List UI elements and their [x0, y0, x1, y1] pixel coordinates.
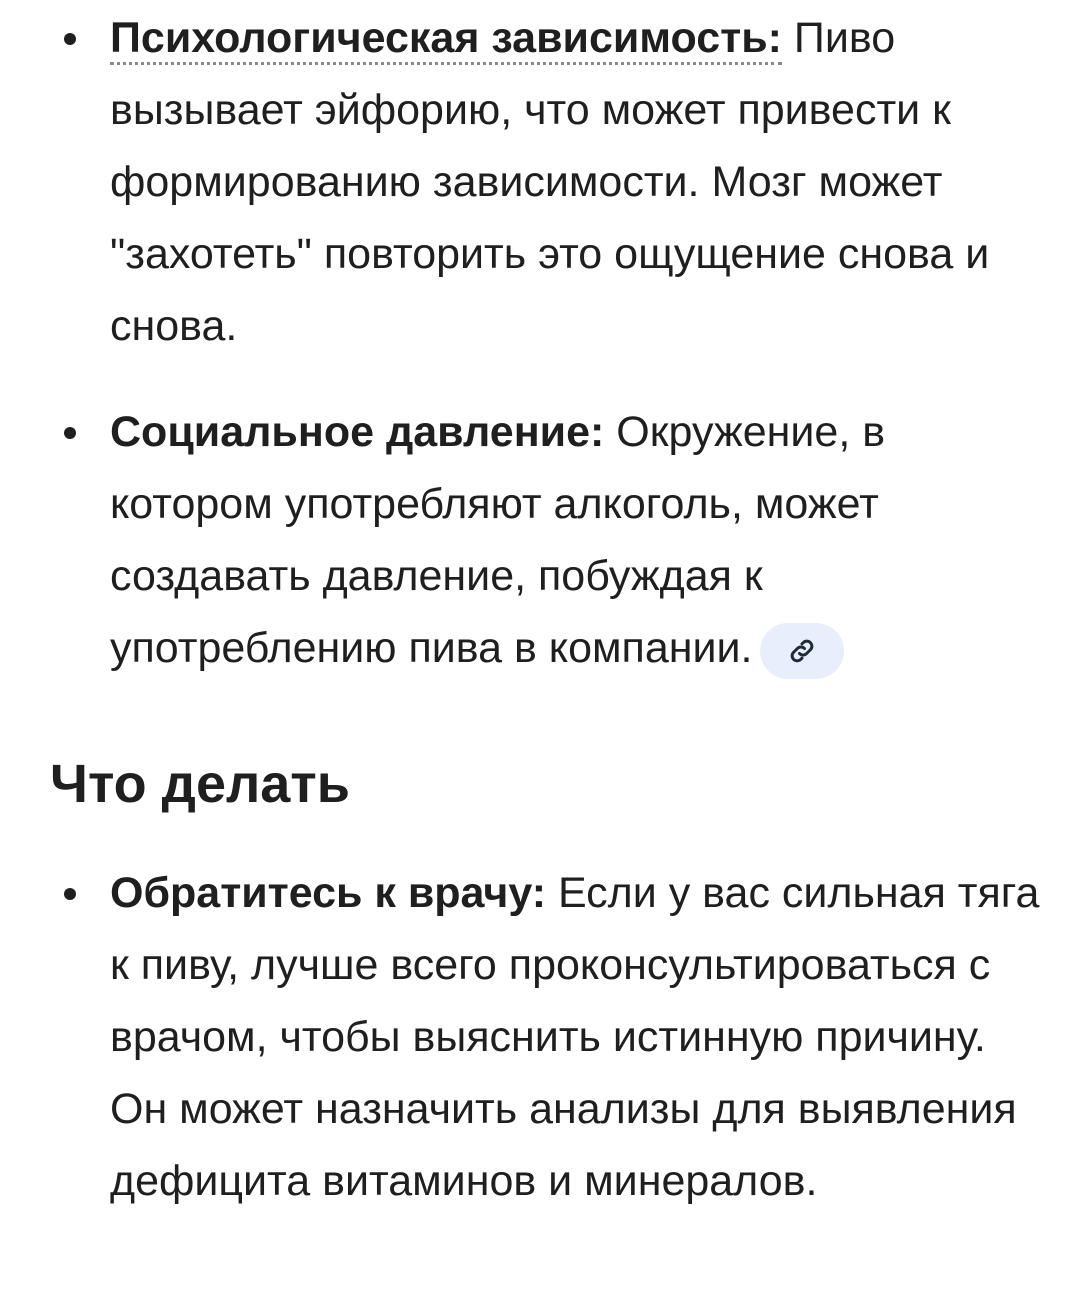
item-text: Если у вас сильная тяга к пиву, лучше всего проконсультироваться с врачом, чтобы выяснить истинную причину. Он может назначить анализы для выявления дефицита витаминов и минералов.: [110, 869, 1040, 1205]
term-psychological-dependence[interactable]: Психологическая зависимость:: [110, 14, 782, 65]
term-see-doctor: Обратитесь к врачу:: [110, 869, 547, 917]
list-item: [110, 396, 1040, 684]
list-item: [110, 2, 1040, 362]
item-text: Окружение, в котором употребляют алкоголь, может создавать давление, побуждая к употреблению пива в компании.: [110, 408, 886, 672]
section-heading: Что делать: [50, 754, 350, 814]
list-item: [110, 857, 1040, 1217]
source-link-button[interactable]: [760, 623, 844, 679]
item-text: Пиво вызывает эйфорию, что может привести к формированию зависимости. Мозг может "захотеть" повторить это ощущение снова и снова.: [110, 14, 990, 350]
term-social-pressure: Социальное давление:: [110, 408, 605, 456]
link-icon: [787, 636, 817, 666]
